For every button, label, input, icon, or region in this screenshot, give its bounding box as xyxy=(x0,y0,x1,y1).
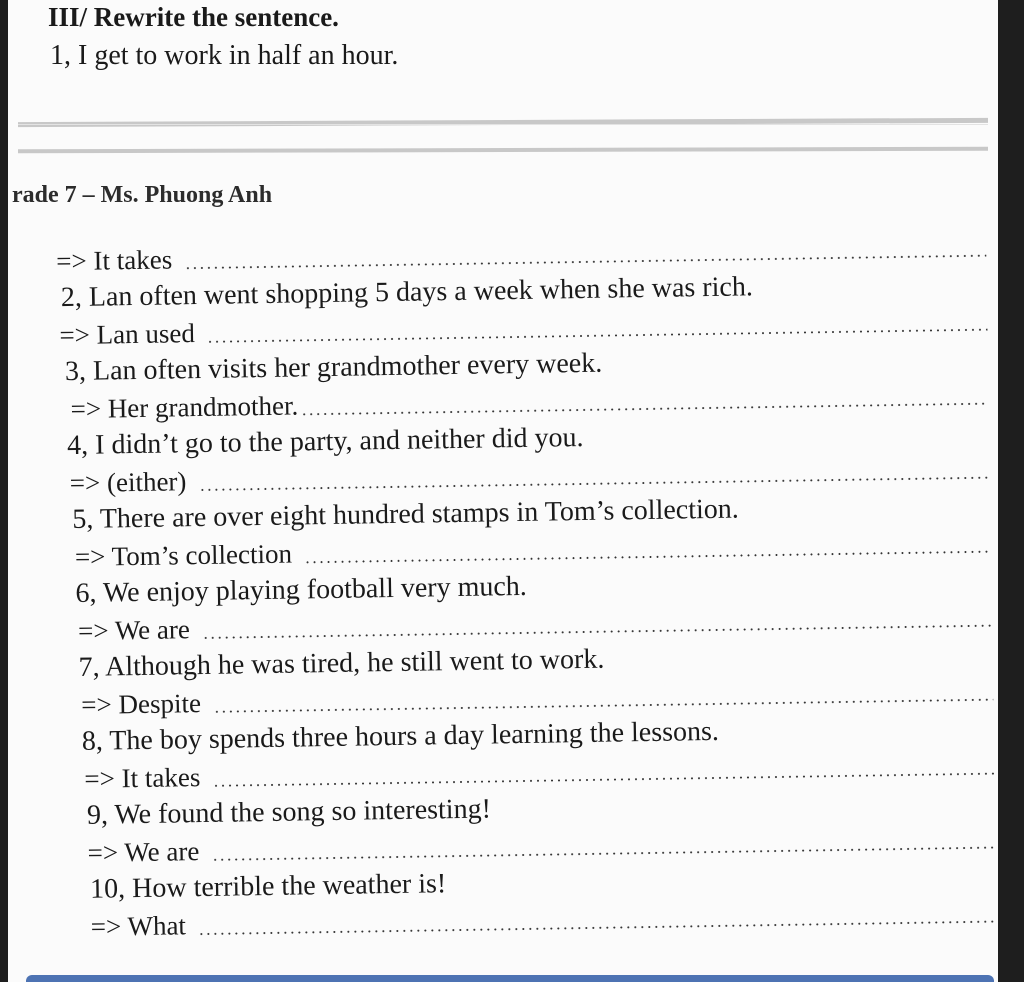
section-heading: III/ Rewrite the sentence. xyxy=(48,2,339,32)
answer-prefix: => (either) xyxy=(69,466,187,499)
page-divider-shadow xyxy=(18,124,988,125)
answer-blank[interactable] xyxy=(198,921,997,936)
exercise-item xyxy=(18,856,998,946)
worksheet-page xyxy=(8,0,998,982)
answer-prefix: => Despite xyxy=(81,688,202,720)
sentence: 9, We found the song so interesting! xyxy=(86,793,492,831)
answer-prefix: => It takes xyxy=(84,762,201,794)
sentence: 10, How terrible the weather is! xyxy=(89,868,447,905)
bottom-action-bar[interactable] xyxy=(26,975,994,982)
answer-prefix: => Her grandmother. xyxy=(70,390,299,425)
page-header: rade 7 – Ms. Phuong Anh xyxy=(12,182,273,208)
page-divider xyxy=(18,118,988,127)
answer-prefix: => We are xyxy=(77,614,191,646)
page-divider-lower xyxy=(18,147,988,154)
sentence: 6, We enjoy playing football very much. xyxy=(75,570,528,609)
sentence: 4, I didn’t go to the party, and neither did you. xyxy=(66,421,584,462)
answer-prefix: => Tom’s collection xyxy=(74,538,293,572)
exercise-list xyxy=(8,228,998,945)
answer-prefix: => Lan used xyxy=(59,318,196,351)
sentence: 7, Although he was tired, he still went to work. xyxy=(78,643,605,683)
answer-prefix: => What xyxy=(90,910,187,942)
sentence: 8, The boy spends three hours a day learning the lessons. xyxy=(81,715,720,757)
answer-prefix: => It takes xyxy=(56,244,173,277)
sentence-1: 1, I get to work in half an hour. xyxy=(50,40,399,71)
answer-prefix: => We are xyxy=(87,836,200,868)
sentence: 2, Lan often went shopping 5 days a week when she was rich. xyxy=(60,271,754,314)
sentence: 3, Lan often visits her grandmother every week. xyxy=(64,347,603,388)
sentence: 5, There are over eight hundred stamps in Tom’s collection. xyxy=(72,493,740,536)
